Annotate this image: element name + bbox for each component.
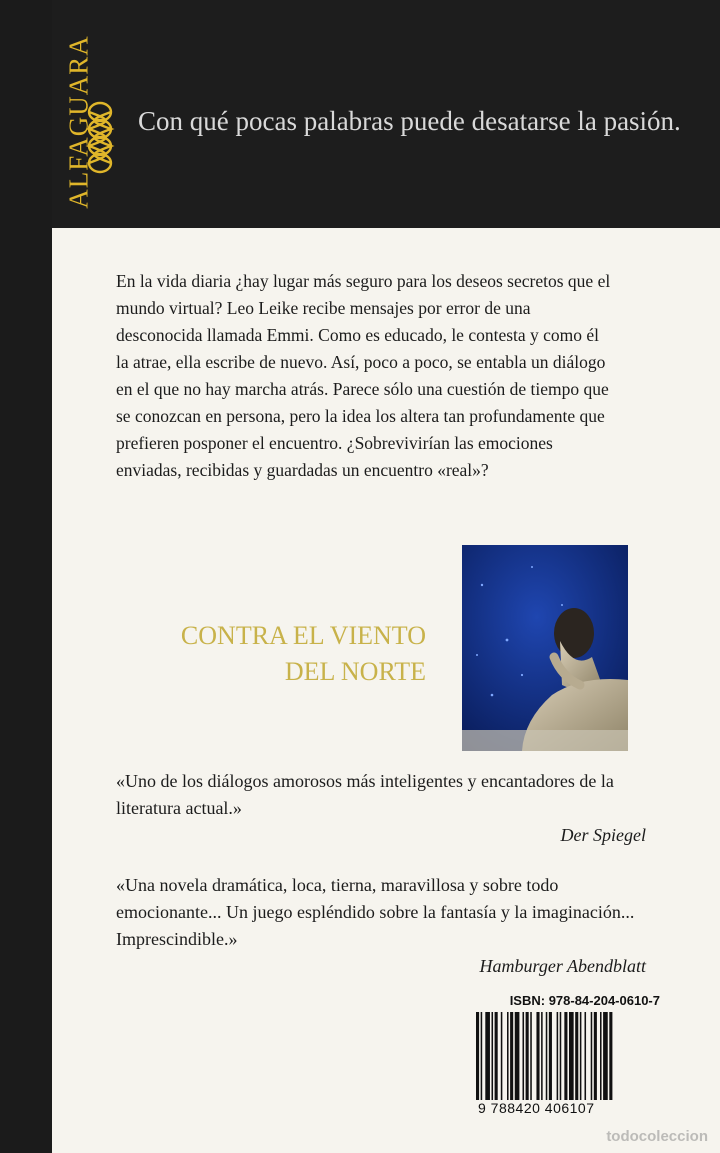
- book-title: [96, 618, 426, 690]
- synopsis-paragraph: En la vida diaria ¿hay lugar más seguro para los deseos secretos que el mundo virtual? Leo Leike recibe mensajes por error de una desconocida llamada Emmi. Como es educado, le contesta y como él la atrae, ella escribe de nuevo. Así, poco a poco, se entabla un diálogo en el que no hay marcha atrás. Parece sólo una cuestión de tiempo que se conozcan en persona, pero la idea los altera tan profundamente que prefieren posponer el encuentro. ¿Sobrevivirían las emociones enviadas, recibidas y guardadas un encuentro «real»?: [116, 271, 611, 480]
- watermark: todocoleccion: [606, 1128, 708, 1145]
- isbn-label: ISBN: 978-84-204-0610-7: [509, 993, 660, 1008]
- left-spine-strip: [0, 0, 52, 1153]
- barcode-icon: [470, 1012, 666, 1104]
- barcode-digits: 9 788420 406107: [478, 1100, 595, 1116]
- woman-on-phone-photo: [462, 545, 628, 751]
- quote-1-source: Der Spiegel: [560, 825, 646, 845]
- quote-2: [116, 872, 646, 980]
- quote-1: [116, 768, 646, 849]
- quote-2-text: «Una novela dramática, loca, tierna, maravillosa y sobre todo emocionante... Un juego espléndido sobre la fantasía y la imaginación... Imprescindible.»: [116, 875, 635, 949]
- publisher-logo-text: ALFAGUARA: [63, 35, 94, 209]
- tagline: Con qué pocas palabras puede desatarse la pasión.: [138, 106, 681, 136]
- quote-1-text: «Uno de los diálogos amorosos más inteligentes y encantadores de la literatura actual.»: [116, 771, 614, 818]
- book-title-line-1: CONTRA EL VIENTO: [180, 621, 426, 650]
- knot-emblem-icon: [82, 98, 118, 178]
- quote-2-source: Hamburger Abendblatt: [479, 956, 646, 976]
- book-title-line-2: DEL NORTE: [284, 657, 426, 686]
- cover-photo: [462, 545, 628, 751]
